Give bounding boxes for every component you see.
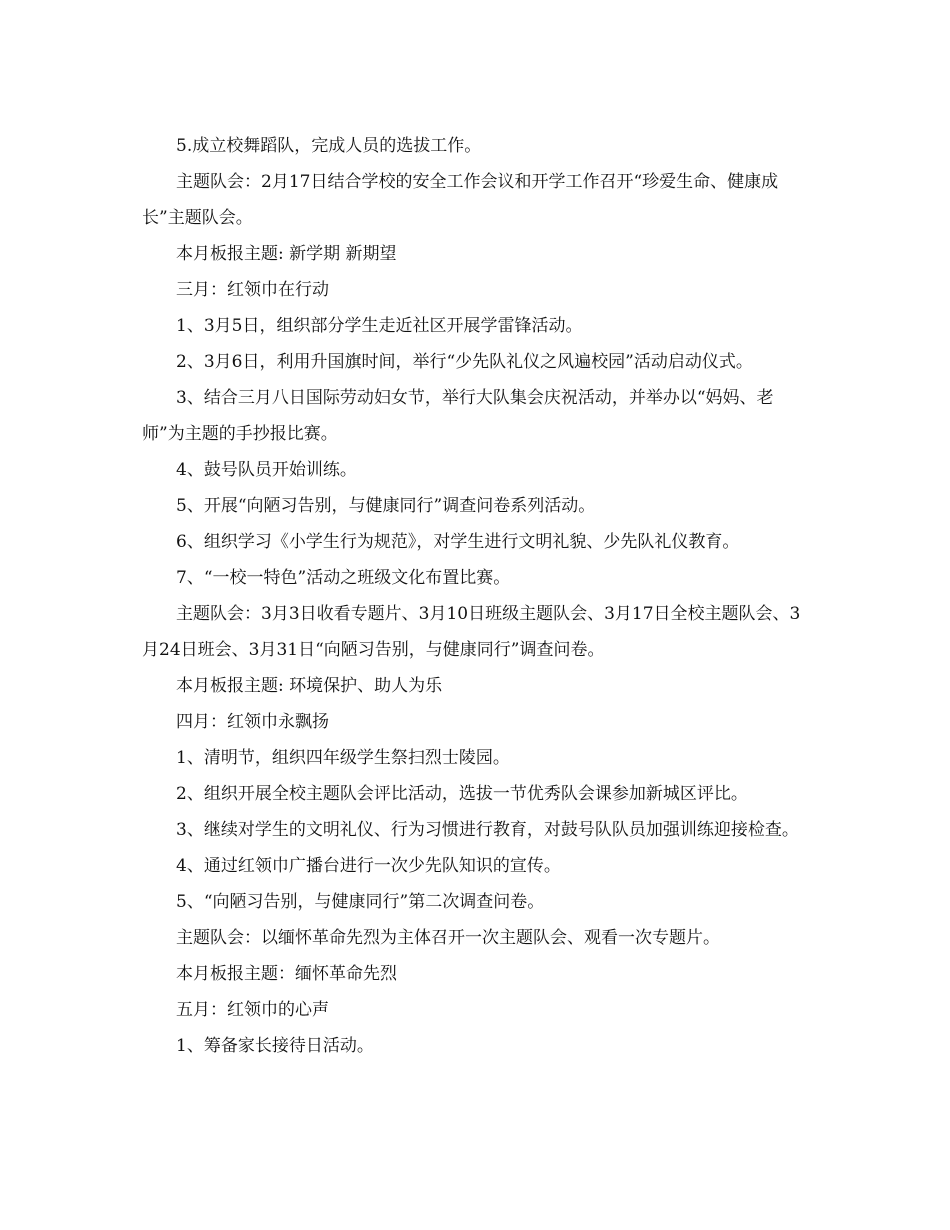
paragraph-9: 5、开展“向陋习告别，与健康同行”调查问卷系列活动。 (176, 496, 596, 516)
paragraph-23: 1、筹备家长接待日活动。 (176, 1036, 374, 1056)
paragraph-10: 6、组织学习《小学生行为规范》，对学生进行文明礼貌、少先队礼仪教育。 (176, 532, 740, 552)
paragraph-4: 三月：红领巾在行动 (176, 280, 329, 300)
paragraph-18: 4、通过红领巾广播台进行一次少先队知识的宣传。 (176, 856, 561, 876)
paragraph-22: 五月：红领巾的心声 (176, 1000, 329, 1020)
paragraph-17: 3、继续对学生的文明礼仪、行为习惯进行教育，对鼓号队队员加强训练迎接检查。 (176, 820, 799, 840)
paragraph-14: 四月：红领巾永飘扬 (176, 712, 329, 732)
paragraph-13: 本月板报主题: 环境保护、助人为乐 (176, 676, 443, 696)
paragraph-12: 主题队会：3月3日收看专题片、3月10日班级主题队会、3月17日全校主题队会、3月24日班会、3月31日“向陋习告别，与健康同行”调查问卷。 (142, 604, 801, 660)
paragraph-3: 本月板报主题: 新学期 新期望 (176, 244, 397, 264)
paragraph-16: 2、组织开展全校主题队会评比活动，选拔一节优秀队会课参加新城区评比。 (176, 784, 748, 804)
paragraph-7: 3、结合三月八日国际劳动妇女节，举行大队集会庆祝活动，并举办以“妈妈、老师”为主题的手抄报比赛。 (142, 388, 774, 444)
paragraph-19: 5、“向陋习告别，与健康同行”第二次调查问卷。 (176, 892, 545, 912)
paragraph-1: 5.成立校舞蹈队，完成人员的选拔工作。 (176, 136, 482, 156)
paragraph-11: 7、“一校一特色”活动之班级文化布置比赛。 (176, 568, 511, 588)
paragraph-20: 主题队会：以缅怀革命先烈为主体召开一次主题队会、观看一次专题片。 (176, 928, 720, 948)
paragraph-5: 1、3月5日，组织部分学生走近社区开展学雷锋活动。 (176, 316, 583, 336)
paragraph-21: 本月板报主题：缅怀革命先烈 (176, 964, 397, 984)
paragraph-2: 主题队会：2月17日结合学校的安全工作会议和开学工作召开“珍爱生命、健康成长”主题队会。 (142, 172, 779, 228)
paragraph-8: 4、鼓号队员开始训练。 (176, 460, 357, 480)
paragraph-6: 2、3月6日，利用升国旗时间，举行“少先队礼仪之风遍校园”活动启动仪式。 (176, 352, 753, 372)
paragraph-15: 1、清明节，组织四年级学生祭扫烈士陵园。 (176, 748, 510, 768)
document-body (142, 128, 806, 1064)
